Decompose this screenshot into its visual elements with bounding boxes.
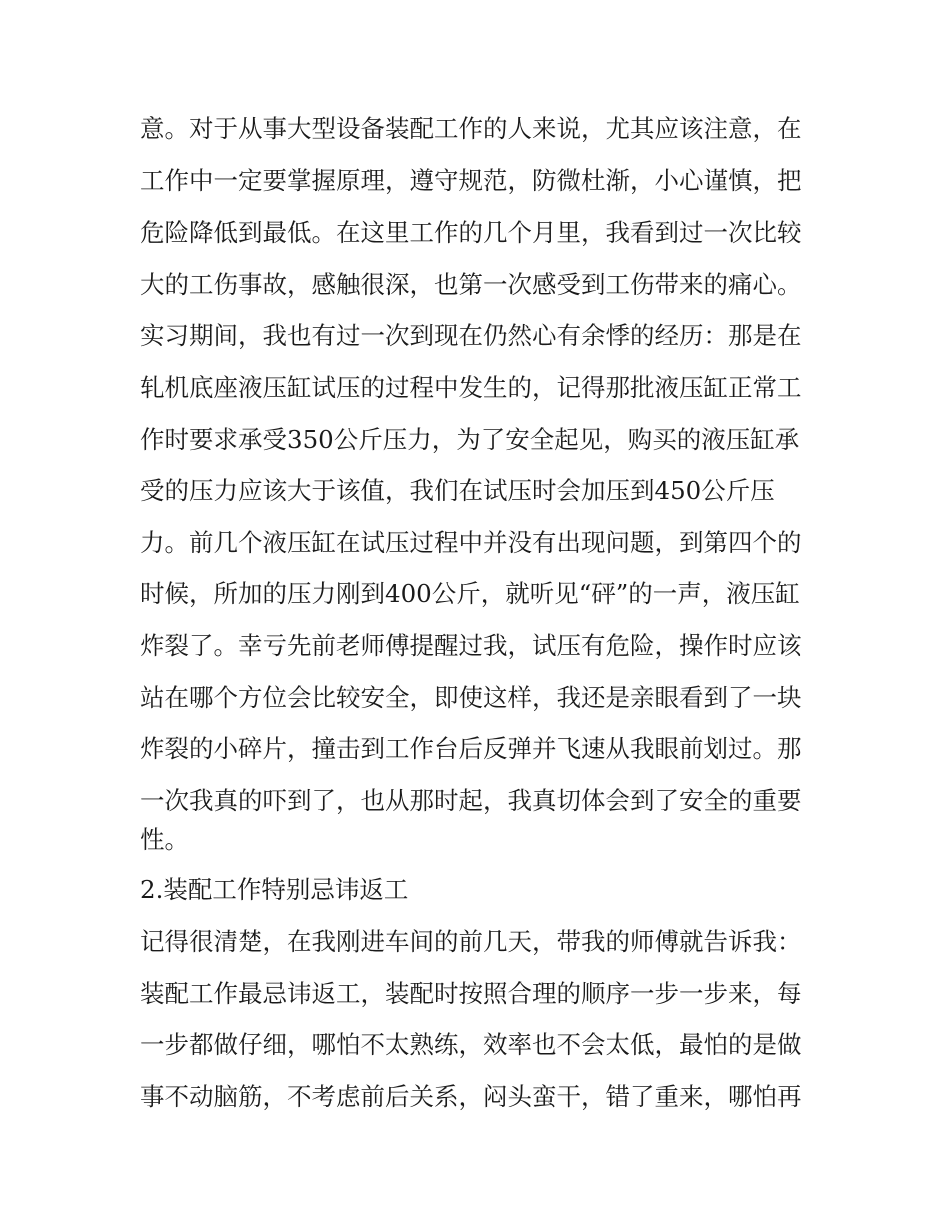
- paragraph-line: 炸裂了。幸亏先前老师傅提醒过我，试压有危险，操作时应该: [140, 631, 802, 660]
- paragraph-line: 工作中一定要掌握原理，遵守规范，防微杜渐，小心谨慎，把: [140, 166, 802, 195]
- paragraph-line: 一次我真的吓到了，也从那时起，我真切体会到了安全的重要: [140, 786, 802, 815]
- paragraph-line: 作时要求承受350公斤压力，为了安全起见，购买的液压缸承: [140, 425, 800, 454]
- paragraph-line: 力。前几个液压缸在试压过程中并没有出现问题，到第四个的: [140, 528, 802, 557]
- paragraph-line: 实习期间，我也有过一次到现在仍然心有余悸的经历：那是在: [140, 321, 802, 350]
- paragraph-line: 记得很清楚，在我刚进车间的前几天，带我的师傅就告诉我：: [140, 927, 802, 956]
- paragraph-line: 装配工作最忌讳返工，装配时按照合理的顺序一步一步来，每: [140, 979, 802, 1008]
- paragraph-line: 危险降低到最低。在这里工作的几个月里，我看到过一次比较: [140, 218, 802, 247]
- paragraph-line: 一步都做仔细，哪怕不太熟练，效率也不会太低，最怕的是做: [140, 1030, 802, 1059]
- paragraph-line: 炸裂的小碎片，撞击到工作台后反弹并飞速从我眼前划过。那: [140, 734, 802, 763]
- paragraph-line: 时候，所加的压力刚到400公斤，就听见“砰”的一声，液压缸: [140, 579, 800, 608]
- paragraph-line: 站在哪个方位会比较安全，即使这样，我还是亲眼看到了一块: [140, 683, 802, 712]
- paragraph-line: 事不动脑筋，不考虑前后关系，闷头蛮干，错了重来，哪怕再: [140, 1082, 802, 1111]
- paragraph-line: 轧机底座液压缸试压的过程中发生的，记得那批液压缸正常工: [140, 373, 802, 402]
- section-heading: 2.装配工作特别忌讳返工: [140, 875, 409, 904]
- paragraph-line: 性。: [140, 825, 189, 854]
- paragraph-line: 受的压力应该大于该值，我们在试压时会加压到450公斤压: [140, 476, 775, 505]
- paragraph-line: 大的工伤事故，感触很深，也第一次感受到工伤带来的痛心。: [140, 270, 802, 299]
- paragraph-line: 意。对于从事大型设备装配工作的人来说，尤其应该注意，在: [140, 114, 802, 143]
